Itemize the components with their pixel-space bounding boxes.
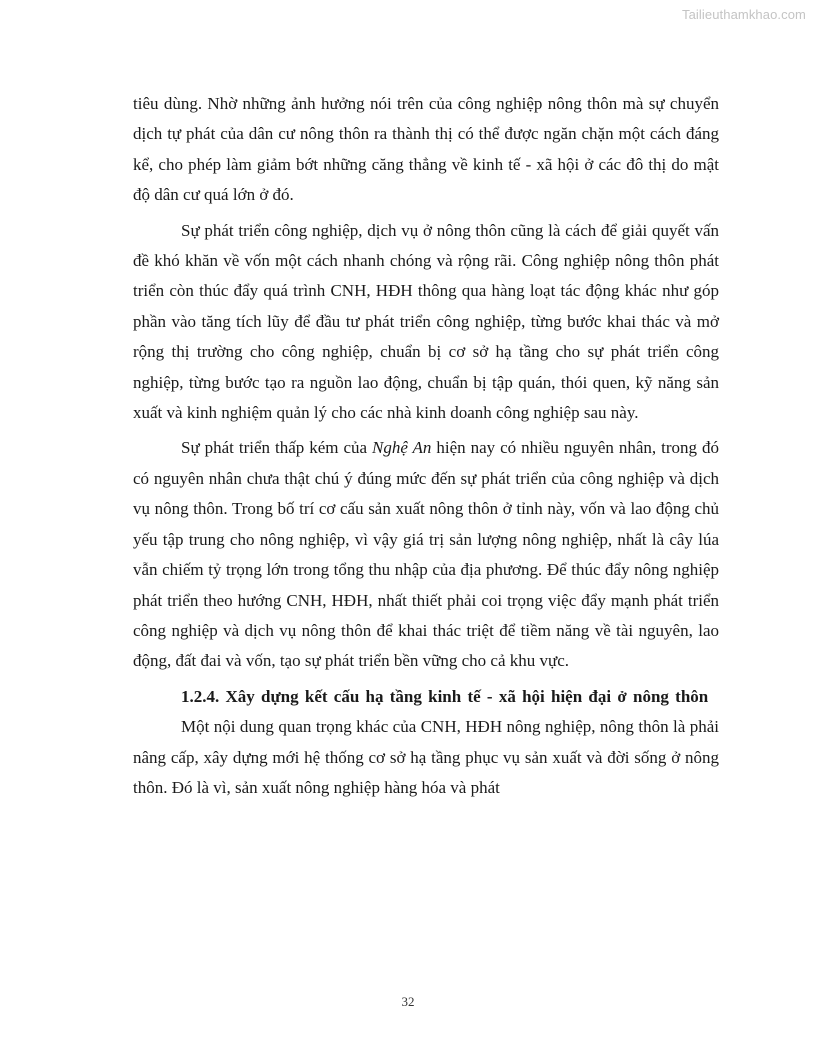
paragraph-infrastructure: Một nội dung quan trọng khác của CNH, HĐH nông nghiệp, nông thôn là phải nâng cấp, xây dựng mới hệ thống cơ sở hạ tầng phục vụ sản xuất và đời sống ở nông thôn. Đó là vì, sản xuất nông nghiệp hàng hóa và phát [133, 717, 719, 797]
paragraph-nghe-an [133, 433, 719, 676]
paragraph-rural-industry: Sự phát triển công nghiệp, dịch vụ ở nông thôn cũng là cách để giải quyết vấn đề khó khăn về vốn một cách nhanh chóng và rộng rãi. Công nghiệp nông thôn phát triển còn thúc đẩy quá trình CNH, HĐH thông qua hàng loạt tác động khác như góp phần vào tăng tích lũy để đầu tư phát triển công nghiệp, từng bước khai thác và mở rộng thị trường cho công nghiệp, chuẩn bị cơ sở hạ tầng cho sự phát triển công nghiệp, từng bước tạo ra nguồn lao động, chuẩn bị tập quán, thói quen, kỹ năng sản xuất và kinh nghiệm quản lý cho các nhà kinh doanh công nghiệp sau này. [133, 220, 719, 423]
watermark: Tailieuthamkhao.com [681, 7, 806, 22]
paragraph-continuation: tiêu dùng. Nhờ những ảnh hưởng nói trên của công nghiệp nông thôn mà sự chuyển dịch tự phát của dân cư nông thôn ra thành thị có thể được ngăn chặn một cách đáng kể, cho phép làm giảm bớt những căng thẳng về kinh tế - xã hội ở các đô thị do mật độ dân cư quá lớn ở đó. [133, 94, 719, 205]
document-body [133, 89, 719, 803]
page-number: 32 [401, 994, 415, 1009]
paragraph-nghe-an-body: hiện nay có nhiều nguyên nhân, trong đó có nguyên nhân chưa thật chú ý đúng mức đến sự phát triển của công nghiệp và dịch vụ nông thôn. Trong bố trí cơ cấu sản xuất nông thôn ở tỉnh này, vốn và lao động chủ yếu tập trung cho nông nghiệp, vì vậy giá trị sản lượng nông nghiệp, nhất là cây lúa vẫn chiếm tỷ trọng lớn trong tổng thu nhập của địa phương. Để thúc đẩy nông nghiệp phát triển theo hướng CNH, HĐH, nhất thiết phải coi trọng việc đẩy mạnh phát triển công nghiệp và dịch vụ nông thôn để khai thác triệt để tiềm năng về tài nguyên, lao động, đất đai và vốn, tạo sự phát triển bền vững cho cả khu vực. [133, 438, 719, 671]
section-heading: 1.2.4. Xây dựng kết cấu hạ tầng kinh tế - xã hội hiện đại ở nông thôn [181, 686, 709, 706]
place-name-nghe-an: Nghệ An [372, 438, 432, 458]
paragraph-nghe-an-lead: Sự phát triển thấp kém của [181, 438, 372, 458]
